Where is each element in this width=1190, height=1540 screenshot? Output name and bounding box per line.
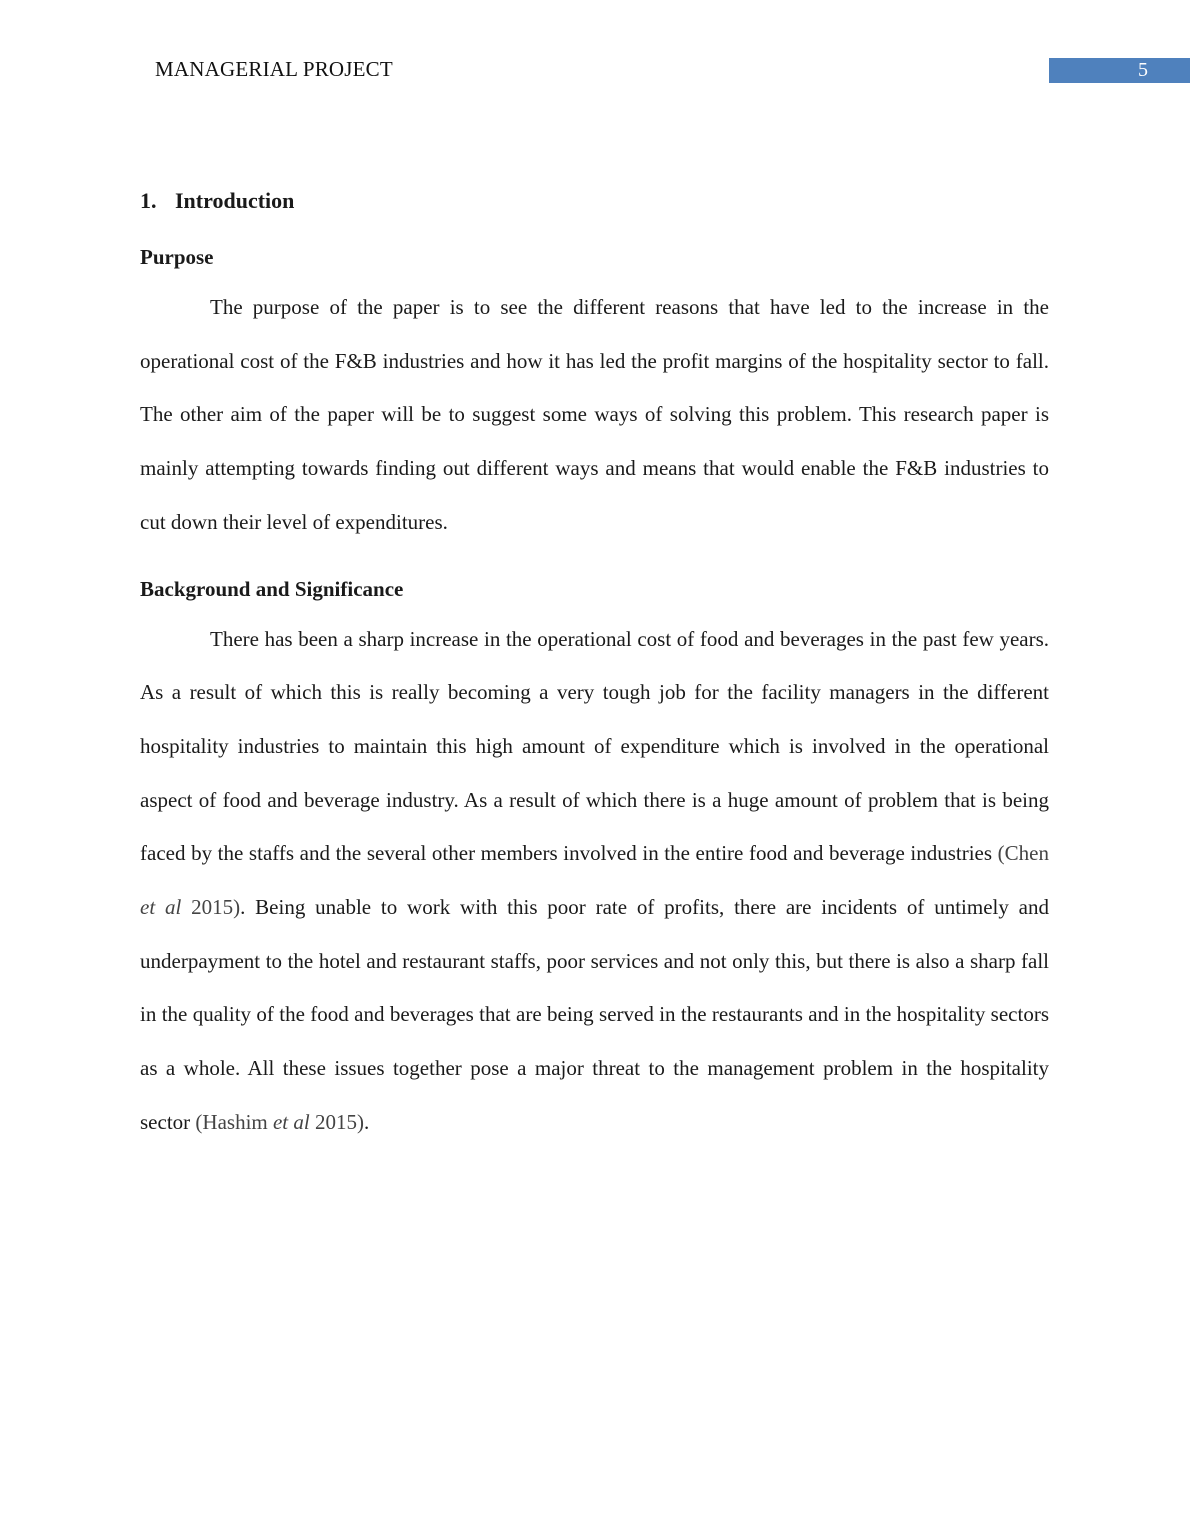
purpose-paragraph: The purpose of the paper is to see the different reasons that have led to the increase in the operational cost of the F&B industries and how it has led the profit margins of the hospitality sector to fall. The other aim of the paper will be to suggest some ways of solving this problem. This research paper is mainly attempting towards finding out different ways and means that would enable the F&B industries to cut down their level of expenditures. xyxy=(140,295,1049,534)
citation-author: Chen xyxy=(1004,841,1049,866)
background-paragraph xyxy=(140,613,1049,1150)
background-heading: Background and Significance xyxy=(140,576,404,601)
page-number: 5 xyxy=(1049,58,1190,83)
section-title: Introduction xyxy=(175,188,295,213)
citation-year: 2015 xyxy=(314,1109,357,1134)
citation-etal: et al xyxy=(140,895,182,920)
document-body xyxy=(140,181,1049,1150)
citation-etal: et al xyxy=(272,1109,310,1134)
citation-author: Hashim xyxy=(202,1109,268,1134)
citation-hashim: (Hashim et al 2015) xyxy=(195,1109,364,1134)
purpose-heading: Purpose xyxy=(140,245,214,269)
section-number: 1. xyxy=(140,188,157,213)
citation-year: 2015 xyxy=(191,895,234,920)
section-heading xyxy=(140,181,1049,221)
citation-chen: (Chen et al 2015) xyxy=(140,841,1049,920)
running-header-title: MANAGERIAL PROJECT xyxy=(155,57,393,81)
background-text-part1: There has been a sharp increase in the operational cost of food and beverages in the past few years. As a result of which this is really becoming a very tough job for the facility managers in the different hospitality industries to maintain this high amount of expenditure which is involved in the operational aspect of food and beverage industry. As a result of which there is a huge amount of problem that is being faced by the staffs and the several other members involved in the entire food and beverage industries xyxy=(140,626,1049,866)
background-text-end: . xyxy=(363,1109,370,1134)
background-text-part2: . Being unable to work with this poor rate of profits, there are incidents of untimely and underpayment to the hotel and restaurant staffs, poor services and not only this, but there is also a sharp fall in the quality of the food and beverages that are being served in the restaurants and in the hospitality sectors as a whole. All these issues together pose a major threat to the management problem in the hospitality sector xyxy=(140,895,1049,1134)
